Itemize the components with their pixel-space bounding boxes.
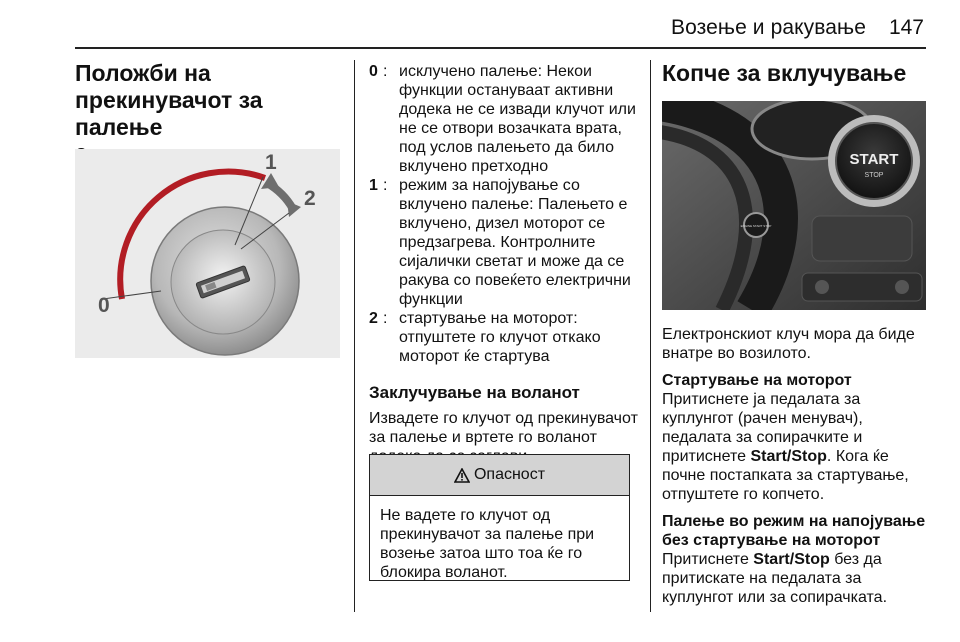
column-divider-2	[650, 60, 651, 612]
column-divider-1	[354, 60, 355, 612]
page-number: 147	[888, 16, 924, 39]
stop-label: STOP	[864, 172, 884, 179]
accessory-text-a: Притиснете	[662, 551, 754, 568]
definition-key: 1	[369, 177, 378, 194]
engine-start-text-c: . Кога ќе почне постапката за стартување, отпуштете го копчето.	[662, 448, 909, 503]
header-rule	[75, 47, 926, 49]
definition-key: 2	[369, 310, 378, 327]
position-label-2: 2	[304, 187, 316, 210]
start-stop-term: Start/Stop	[753, 551, 830, 568]
warning-header	[370, 455, 629, 496]
danger-warning-box	[369, 454, 630, 581]
subheading-accessory-mode: Палење во режим на напојување без стартување на моторот	[662, 513, 926, 549]
accessory-text-c: без да притискате на педалата за куплунгот или за сопирачката.	[662, 551, 888, 606]
start-stop-button-photo	[662, 101, 926, 310]
definition-separator: :	[383, 177, 388, 194]
definition-text: режим за напојување со вклучено палење: Палењето е вклучено, дизел моторот се предзагрева. Контролните сијалички светат и може да се ракува со повеќето електрични функции	[399, 177, 631, 308]
definition-text: стартување на моторот: отпуштете го клучот откако моторот ќе стартува	[399, 310, 601, 365]
definition-separator: :	[383, 310, 388, 327]
definition-row	[369, 309, 639, 366]
subheading-engine-start: Стартување на моторот	[662, 372, 852, 389]
section-heading-ignition-positions: Положби на прекинувачот за палење	[75, 60, 263, 140]
start-stop-illustration	[662, 101, 926, 310]
start-button-text	[662, 325, 930, 607]
section-heading-start-button: Копче за вклучување	[662, 60, 907, 86]
warning-title: Опасност	[473, 466, 546, 483]
start-label: START	[849, 151, 899, 168]
definition-separator: :	[383, 63, 388, 80]
running-header-title: Возење и ракување	[671, 16, 866, 39]
position-definition-list	[369, 62, 639, 366]
warning-text: Не вадете го клучот од прекинувачот за палење при возење затоа што тоа ќе го блокира воланот.	[380, 507, 595, 581]
definition-key: 0	[369, 63, 378, 80]
position-label-1: 1	[265, 151, 277, 174]
small-button-label: ENGINE START STOP	[740, 224, 772, 228]
column-2	[369, 62, 639, 466]
ignition-key-illustration	[75, 149, 340, 358]
warning-triangle-icon	[454, 468, 470, 483]
ignition-switch-diagram	[75, 149, 340, 358]
subheading-steering-lock: Заклучување на воланот	[369, 383, 580, 402]
electronic-key-note: Електронскиот клуч мора да биде внатре во возилото.	[662, 326, 915, 362]
position-label-0: 0	[98, 294, 110, 317]
definition-text: исклучено палење: Некои функции остануваат активни додека не се извади клучот или не се отвори возачката врата, под услов палењето да било вклучено претходно	[399, 63, 636, 175]
engine-start-text-a: Притиснете ја педалата за куплунгот (рачен менувач), педалата за сопирачките и притиснете	[662, 391, 863, 465]
definition-row	[369, 62, 639, 176]
definition-row	[369, 176, 639, 309]
column-3	[662, 60, 930, 87]
steering-lock-text: Извадете го клучот од прекинувачот за палење и вртете го воланот	[369, 410, 638, 446]
accessory-mode-text	[662, 550, 930, 607]
start-stop-term: Start/Stop	[750, 448, 827, 465]
engine-start-text	[662, 390, 930, 504]
